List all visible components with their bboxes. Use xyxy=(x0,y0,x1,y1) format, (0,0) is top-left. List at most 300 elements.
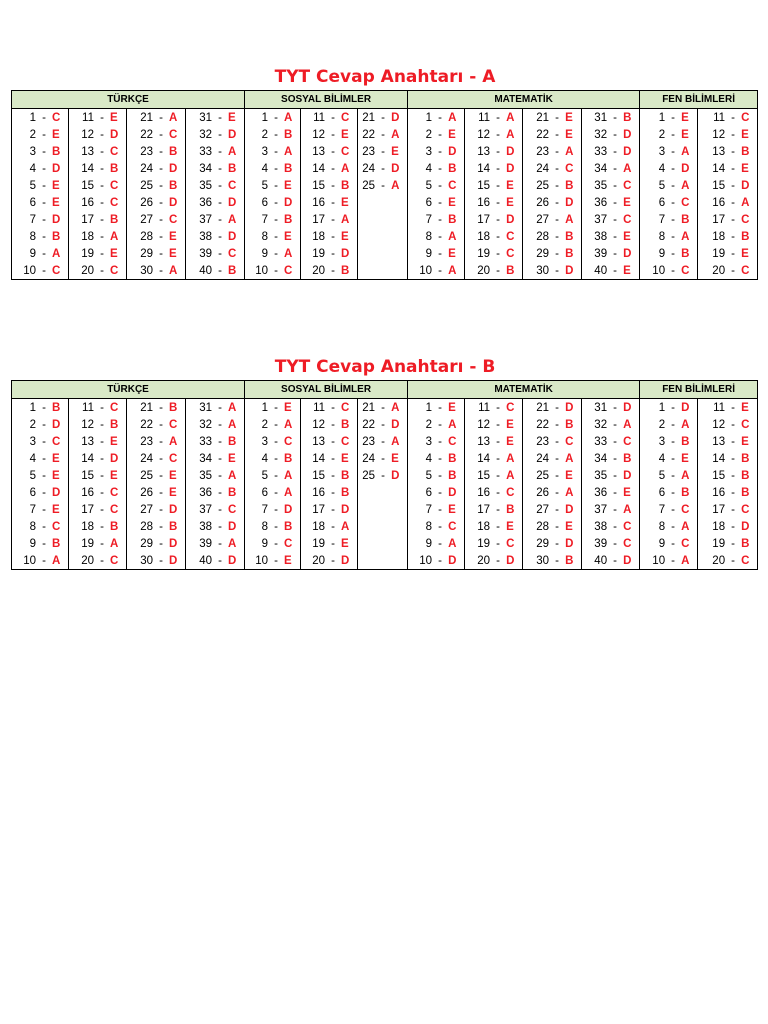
answer-cell xyxy=(127,450,186,467)
answer-cell xyxy=(698,450,758,467)
answer-cell xyxy=(408,484,465,501)
question-number: 5 xyxy=(261,469,269,482)
separator: - xyxy=(274,452,278,465)
separator: - xyxy=(671,196,676,209)
answer-cell xyxy=(698,552,758,570)
answer-cell xyxy=(12,126,69,143)
question-number: 6 xyxy=(29,486,36,499)
answer-letter: B xyxy=(284,128,293,141)
answer-letter: A xyxy=(448,111,457,124)
answer-letter: E xyxy=(448,128,456,141)
separator: - xyxy=(731,264,736,277)
separator: - xyxy=(731,503,736,516)
answer-letter: D xyxy=(506,554,515,567)
answer-letter: E xyxy=(391,452,399,465)
separator: - xyxy=(218,162,222,175)
separator: - xyxy=(218,230,222,243)
separator: - xyxy=(218,486,222,499)
answer-cell xyxy=(582,450,640,467)
question-number: 24 xyxy=(362,162,376,175)
answer-letter: E xyxy=(341,452,349,465)
answer-letter: D xyxy=(228,196,237,209)
separator: - xyxy=(731,537,736,550)
answer-cell xyxy=(408,126,465,143)
separator: - xyxy=(613,418,618,431)
question-number: 30 xyxy=(536,264,550,277)
question-number: 25 xyxy=(140,179,153,192)
answer-letter: B xyxy=(228,264,237,277)
question-number: 23 xyxy=(362,145,376,158)
question-number: 26 xyxy=(140,196,153,209)
answer-letter: A xyxy=(565,145,574,158)
answer-cell xyxy=(465,535,523,552)
question-number: 14 xyxy=(312,452,326,465)
question-number: 34 xyxy=(199,452,213,465)
answer-letter: A xyxy=(169,111,178,124)
separator: - xyxy=(555,179,559,192)
answer-letter: A xyxy=(506,452,515,465)
answer-cell xyxy=(69,160,127,177)
answer-letter: E xyxy=(448,503,456,516)
answer-letter: A xyxy=(284,111,293,124)
answer-cell xyxy=(582,518,640,535)
question-number: 28 xyxy=(140,520,153,533)
answer-cell xyxy=(698,501,758,518)
answer-cell xyxy=(408,399,465,417)
question-number: 20 xyxy=(712,554,726,567)
answer-letter: E xyxy=(448,196,456,209)
table-row xyxy=(12,433,758,450)
separator: - xyxy=(731,452,736,465)
answer-letter: B xyxy=(284,452,293,465)
answer-letter: C xyxy=(52,264,61,277)
question-number: 5 xyxy=(29,179,36,192)
separator: - xyxy=(731,435,736,448)
answer-letter: D xyxy=(448,145,457,158)
answer-cell xyxy=(127,484,186,501)
answer-cell xyxy=(12,416,69,433)
question-number: 17 xyxy=(312,503,326,516)
separator: - xyxy=(496,111,500,124)
answer-cell xyxy=(640,194,698,211)
answer-letter: C xyxy=(741,418,750,431)
answer-letter: B xyxy=(448,469,457,482)
question-number: 38 xyxy=(199,520,213,533)
answer-letter: B xyxy=(341,469,350,482)
answer-cell xyxy=(640,126,698,143)
answer-cell xyxy=(245,211,301,228)
separator: - xyxy=(731,401,736,414)
question-number: 33 xyxy=(199,435,213,448)
question-number: 39 xyxy=(594,247,608,260)
answer-letter: B xyxy=(284,162,293,175)
answer-letter: C xyxy=(228,247,237,260)
answer-cell xyxy=(127,228,186,245)
answer-cell xyxy=(12,535,69,552)
separator: - xyxy=(42,213,46,226)
answer-letter: B xyxy=(110,418,119,431)
separator: - xyxy=(100,128,104,141)
answer-cell xyxy=(698,484,758,501)
separator: - xyxy=(274,469,278,482)
question-number: 36 xyxy=(594,486,608,499)
question-number: 8 xyxy=(261,230,269,243)
answer-letter: D xyxy=(565,503,574,516)
question-number: 11 xyxy=(82,111,94,124)
answer-cell xyxy=(408,501,465,518)
question-number: 8 xyxy=(29,520,36,533)
answer-letter: A xyxy=(741,196,750,209)
answer-cell xyxy=(523,143,582,160)
answer-letter: E xyxy=(565,128,573,141)
answer-letter: C xyxy=(506,486,515,499)
separator: - xyxy=(218,503,222,516)
answer-cell xyxy=(358,160,408,177)
separator: - xyxy=(438,418,442,431)
question-number: 16 xyxy=(712,196,726,209)
question-number: 37 xyxy=(199,213,213,226)
separator: - xyxy=(496,452,500,465)
answer-letter: C xyxy=(506,401,515,414)
separator: - xyxy=(100,213,104,226)
answer-letter: A xyxy=(448,264,457,277)
separator: - xyxy=(274,162,278,175)
answer-letter: B xyxy=(565,554,574,567)
answer-letter: D xyxy=(169,554,178,567)
question-number: 6 xyxy=(425,486,433,499)
answer-key-sheet-b xyxy=(11,354,759,570)
answer-letter: C xyxy=(341,111,350,124)
question-number: 16 xyxy=(81,486,94,499)
answer-letter: B xyxy=(623,111,632,124)
question-number: 20 xyxy=(477,264,491,277)
separator: - xyxy=(613,128,618,141)
answer-cell xyxy=(582,245,640,262)
separator: - xyxy=(731,469,736,482)
answer-letter: B xyxy=(169,520,178,533)
question-number: 10 xyxy=(23,554,36,567)
answer-cell xyxy=(465,399,523,417)
answer-cell xyxy=(69,433,127,450)
answer-letter: E xyxy=(506,418,514,431)
answer-cell xyxy=(465,194,523,211)
separator: - xyxy=(671,418,676,431)
separator: - xyxy=(496,179,500,192)
answer-letter: A xyxy=(228,213,237,226)
answer-letter: C xyxy=(741,503,750,516)
question-number: 32 xyxy=(199,418,213,431)
question-number: 26 xyxy=(536,486,550,499)
separator: - xyxy=(42,162,46,175)
separator: - xyxy=(218,554,222,567)
question-number: 30 xyxy=(140,554,153,567)
separator: - xyxy=(100,537,104,550)
answer-letter: C xyxy=(284,435,293,448)
separator: - xyxy=(381,162,385,175)
answer-cell xyxy=(408,552,465,570)
answer-letter: C xyxy=(52,111,61,124)
answer-letter: E xyxy=(341,128,349,141)
separator: - xyxy=(381,128,385,141)
answer-letter: E xyxy=(52,196,60,209)
separator: - xyxy=(159,247,163,260)
question-number: 12 xyxy=(477,128,491,141)
answer-letter: E xyxy=(391,145,399,158)
question-number: 5 xyxy=(658,469,666,482)
separator: - xyxy=(438,128,442,141)
answer-letter: A xyxy=(110,230,119,243)
answer-cell xyxy=(408,518,465,535)
separator: - xyxy=(555,469,559,482)
answer-letter: A xyxy=(228,145,237,158)
sheet-title: TYT Cevap Anahtarı - B xyxy=(274,357,496,377)
answer-letter: A xyxy=(448,418,457,431)
answer-cell xyxy=(523,126,582,143)
answer-cell xyxy=(358,416,408,433)
answer-cell xyxy=(523,467,582,484)
answer-cell xyxy=(186,177,245,194)
question-number: 29 xyxy=(536,537,550,550)
answer-letter: C xyxy=(448,520,457,533)
answer-cell xyxy=(186,501,245,518)
answer-cell xyxy=(186,228,245,245)
question-number: 2 xyxy=(658,418,666,431)
separator: - xyxy=(555,111,559,124)
answer-cell xyxy=(245,160,301,177)
separator: - xyxy=(496,469,500,482)
question-number: 8 xyxy=(261,520,269,533)
separator: - xyxy=(671,145,676,158)
answer-key-table xyxy=(11,90,758,280)
separator: - xyxy=(159,452,163,465)
answer-letter: B xyxy=(110,162,119,175)
answer-cell xyxy=(582,467,640,484)
answer-cell xyxy=(245,177,301,194)
question-number: 19 xyxy=(81,537,94,550)
answer-letter: A xyxy=(169,264,178,277)
question-number: 21 xyxy=(536,111,550,124)
question-number: 38 xyxy=(199,230,213,243)
answer-cell xyxy=(245,416,301,433)
question-number: 6 xyxy=(658,196,666,209)
separator: - xyxy=(100,554,104,567)
answer-cell xyxy=(698,518,758,535)
answer-cell xyxy=(358,433,408,450)
separator: - xyxy=(613,537,618,550)
separator: - xyxy=(671,264,676,277)
separator: - xyxy=(42,503,46,516)
separator: - xyxy=(42,128,46,141)
answer-letter: E xyxy=(681,128,689,141)
answer-letter: D xyxy=(169,503,178,516)
table-row xyxy=(12,109,758,127)
question-number: 40 xyxy=(199,554,213,567)
answer-letter: C xyxy=(448,179,457,192)
separator: - xyxy=(100,401,104,414)
question-number: 22 xyxy=(362,418,376,431)
answer-letter: E xyxy=(341,230,349,243)
answer-cell xyxy=(465,518,523,535)
answer-cell xyxy=(245,501,301,518)
question-number: 20 xyxy=(312,554,326,567)
question-number: 10 xyxy=(255,264,269,277)
question-number: 22 xyxy=(362,128,376,141)
answer-cell xyxy=(465,262,523,280)
question-number: 3 xyxy=(425,145,433,158)
separator: - xyxy=(331,537,335,550)
table-row xyxy=(12,228,758,245)
answer-cell xyxy=(523,552,582,570)
separator: - xyxy=(613,179,618,192)
question-number: 11 xyxy=(713,401,726,414)
answer-cell xyxy=(69,109,127,127)
answer-letter: E xyxy=(284,401,292,414)
question-number: 19 xyxy=(477,247,491,260)
answer-letter: C xyxy=(341,145,350,158)
answer-letter: C xyxy=(284,537,293,550)
answer-cell xyxy=(640,416,698,433)
answer-letter: B xyxy=(741,145,750,158)
separator: - xyxy=(331,111,335,124)
separator: - xyxy=(438,162,442,175)
question-number: 35 xyxy=(199,179,213,192)
question-number: 10 xyxy=(23,264,36,277)
answer-letter: A xyxy=(284,418,293,431)
answer-letter: D xyxy=(506,145,515,158)
question-number: 7 xyxy=(261,503,269,516)
answer-letter: E xyxy=(623,264,631,277)
answer-cell xyxy=(408,433,465,450)
question-number: 21 xyxy=(140,401,153,414)
table-row xyxy=(12,211,758,228)
answer-cell xyxy=(301,484,358,501)
question-number: 40 xyxy=(594,554,608,567)
question-number: 27 xyxy=(536,213,550,226)
question-number: 30 xyxy=(140,264,153,277)
separator: - xyxy=(159,230,163,243)
answer-letter: C xyxy=(52,520,61,533)
answer-letter: D xyxy=(565,401,574,414)
question-number: 5 xyxy=(425,179,433,192)
answer-cell xyxy=(245,518,301,535)
separator: - xyxy=(555,401,559,414)
answer-letter: B xyxy=(565,179,574,192)
answer-letter: D xyxy=(52,486,61,499)
answer-letter: A xyxy=(448,230,457,243)
separator: - xyxy=(731,418,736,431)
separator: - xyxy=(42,247,46,260)
question-number: 10 xyxy=(419,554,433,567)
answer-cell xyxy=(582,143,640,160)
separator: - xyxy=(555,554,559,567)
question-number: 35 xyxy=(594,179,608,192)
answer-letter: B xyxy=(169,145,178,158)
separator: - xyxy=(42,230,46,243)
separator: - xyxy=(438,452,442,465)
separator: - xyxy=(671,247,676,260)
answer-cell xyxy=(523,211,582,228)
separator: - xyxy=(218,469,222,482)
question-number: 15 xyxy=(312,469,326,482)
answer-letter: D xyxy=(391,418,400,431)
separator: - xyxy=(218,145,222,158)
question-number: 13 xyxy=(312,145,326,158)
question-number: 12 xyxy=(81,418,94,431)
answer-cell xyxy=(69,177,127,194)
answer-cell xyxy=(640,484,698,501)
answer-cell xyxy=(640,262,698,280)
separator: - xyxy=(381,401,385,414)
separator: - xyxy=(42,469,46,482)
question-number: 18 xyxy=(81,230,94,243)
question-number: 11 xyxy=(713,111,726,124)
answer-letter: B xyxy=(506,503,515,516)
separator: - xyxy=(381,435,385,448)
answer-cell xyxy=(245,228,301,245)
answer-letter: D xyxy=(623,401,632,414)
answer-cell xyxy=(698,245,758,262)
separator: - xyxy=(555,452,559,465)
question-number: 20 xyxy=(712,264,726,277)
separator: - xyxy=(731,520,736,533)
answer-letter: A xyxy=(284,486,293,499)
question-number: 1 xyxy=(29,111,36,124)
answer-cell xyxy=(12,177,69,194)
answer-letter: D xyxy=(228,128,237,141)
separator: - xyxy=(671,401,676,414)
question-number: 38 xyxy=(594,520,608,533)
separator: - xyxy=(159,196,163,209)
answer-cell xyxy=(523,262,582,280)
answer-cell xyxy=(245,450,301,467)
answer-cell xyxy=(127,126,186,143)
separator: - xyxy=(671,486,676,499)
table-row xyxy=(12,126,758,143)
answer-cell xyxy=(186,194,245,211)
separator: - xyxy=(438,247,442,260)
separator: - xyxy=(100,264,104,277)
separator: - xyxy=(331,469,335,482)
answer-letter: D xyxy=(52,213,61,226)
answer-letter: B xyxy=(681,486,690,499)
answer-letter: E xyxy=(565,469,573,482)
answer-letter: A xyxy=(681,418,690,431)
answer-cell xyxy=(186,433,245,450)
answer-letter: E xyxy=(565,520,573,533)
answer-cell xyxy=(69,245,127,262)
answer-letter: D xyxy=(52,162,61,175)
answer-cell xyxy=(358,211,408,228)
answer-letter: E xyxy=(741,128,749,141)
table-row xyxy=(12,450,758,467)
question-number: 36 xyxy=(594,196,608,209)
answer-cell xyxy=(698,416,758,433)
separator: - xyxy=(438,486,442,499)
answer-letter: B xyxy=(681,247,690,260)
answer-cell xyxy=(12,211,69,228)
answer-cell xyxy=(301,143,358,160)
separator: - xyxy=(274,128,278,141)
question-number: 2 xyxy=(425,418,433,431)
answer-letter: B xyxy=(741,230,750,243)
answer-cell xyxy=(523,228,582,245)
question-number: 35 xyxy=(594,469,608,482)
answer-letter: C xyxy=(110,401,119,414)
section-header-turkce: TÜRKÇE xyxy=(12,381,245,399)
answer-cell xyxy=(301,211,358,228)
question-number: 13 xyxy=(312,435,326,448)
question-number: 17 xyxy=(81,213,94,226)
